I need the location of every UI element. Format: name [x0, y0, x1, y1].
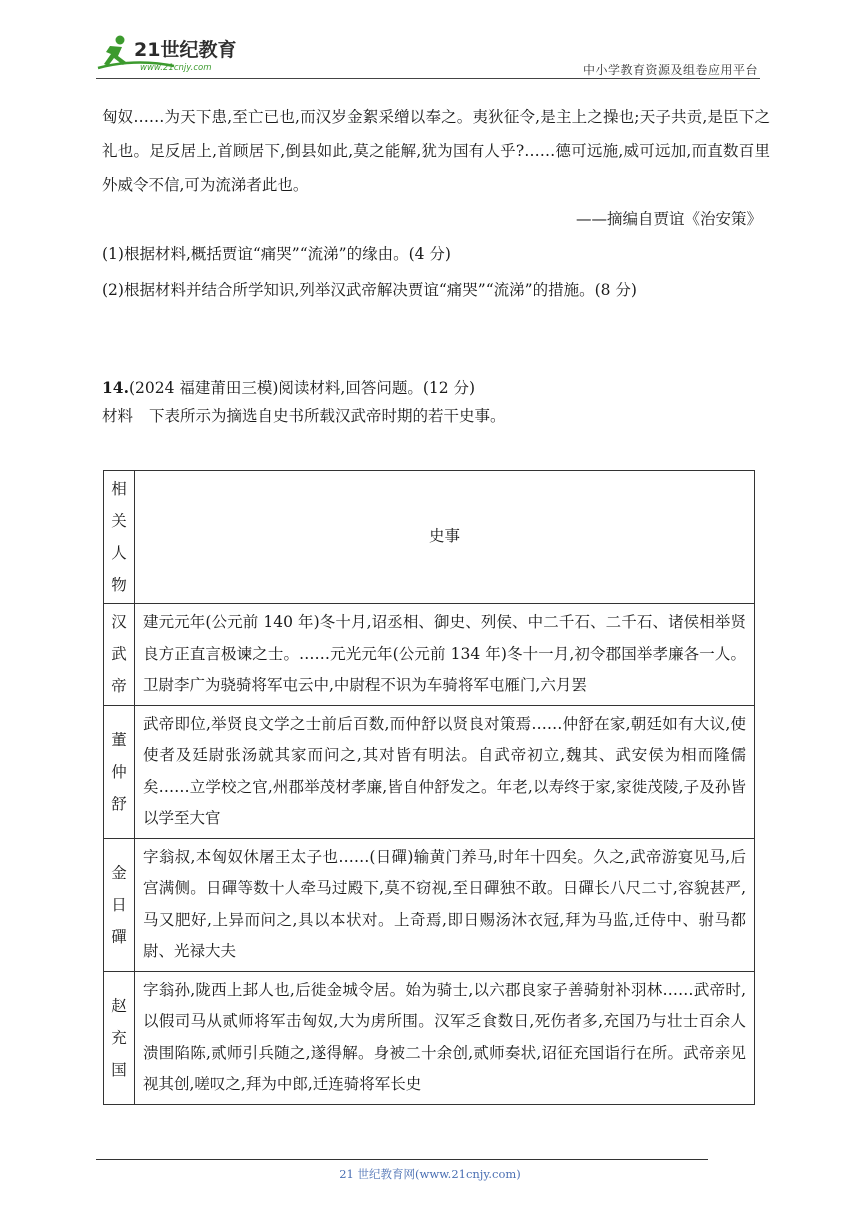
events-cell: 建元元年(公元前 140 年)冬十月,诏丞相、御史、列侯、中二千石、二千石、诸侯相举贤良方正直言极谏之士。……元光元年(公元前 134 年)冬十一月,初令郡国举孝廉各一人。卫尉李广为骁骑将军屯云中,中尉程不识为车骑将军屯雁门,六月罢 — [135, 604, 755, 706]
runner-logo-icon — [96, 32, 266, 74]
person-char: 汉 — [111, 613, 127, 632]
person-char: 日 — [111, 895, 127, 914]
person-char: 舒 — [111, 794, 127, 813]
person-char: 仲 — [111, 762, 127, 781]
footer-divider — [96, 1159, 708, 1160]
header-char: 相 — [111, 480, 127, 498]
person-char: 磾 — [111, 927, 127, 946]
question-14-title — [102, 374, 770, 402]
header-char: 人 — [111, 544, 127, 562]
footer-link[interactable]: 21 世纪教育网(www.21cnjy.com) — [339, 1167, 521, 1181]
question-13-2: (2)根据材料并结合所学知识,列举汉武帝解决贾谊“痛哭”“流涕”的措施。(8 分) — [102, 281, 637, 299]
person-char: 国 — [111, 1060, 127, 1079]
question-number: 14. — [102, 378, 129, 397]
platform-name: 中小学教育资源及组卷应用平台 — [582, 63, 758, 77]
passage-source: ——摘编自贾谊《治安策》 — [575, 210, 762, 228]
table-row — [104, 838, 755, 971]
material-label: 材料 — [102, 407, 134, 425]
person-cell — [104, 604, 135, 706]
question-title: (2024 福建莆田三模)阅读材料,回答问题。(12 分) — [128, 379, 476, 397]
history-table — [103, 470, 755, 1105]
question-14-block — [102, 374, 770, 430]
person-char: 武 — [111, 645, 127, 664]
question-13-1: (1)根据材料,概括贾谊“痛哭”“流涕”的缘由。(4 分) — [102, 245, 451, 263]
events-cell: 武帝即位,举贤良文学之士前后百数,而仲舒以贤良对策焉……仲舒在家,朝廷如有大议,使使者及廷尉张汤就其家而问之,其对皆有明法。自武帝初立,魏其、武安侯为相而隆儒矣……立学校之官,州郡举茂材孝廉,皆自仲舒发之。年老,以寿终于家,家徙茂陵,子及孙皆以学至大官 — [135, 705, 755, 838]
header-divider — [96, 78, 760, 79]
header-person-cell — [104, 471, 135, 604]
events-cell: 字翁孙,陇西上邽人也,后徙金城令居。始为骑士,以六郡良家子善骑射补羽林……武帝时,以假司马从贰师将军击匈奴,大为虏所围。汉军乏食数日,死伤者多,充国乃与壮士百余人溃围陷陈,贰师引兵随之,遂得解。身被二十余创,贰师奏状,诏征充国诣行在所。武帝亲见视其创,嗟叹之,拜为中郎,迁连骑将军长史 — [135, 971, 755, 1104]
person-char: 帝 — [111, 677, 127, 696]
person-char: 赵 — [111, 996, 127, 1015]
table-row — [104, 971, 755, 1104]
logo-text: 21世纪教育 — [134, 39, 237, 61]
header-char: 物 — [111, 576, 127, 594]
site-logo[interactable] — [96, 32, 266, 74]
passage-text: 匈奴……为天下患,至亡已也,而汉岁金絮采缯以奉之。夷狄征令,是主上之操也;天子共贡,是臣下之礼也。足反居上,首顾居下,倒县如此,莫之能解,犹为国有人乎?……德可远施,威可远加,而直数百里外威令不信,可为流涕者此也。 — [102, 108, 770, 194]
person-cell — [104, 971, 135, 1104]
material-text: 下表所示为摘选自史书所载汉武帝时期的若干史事。 — [149, 407, 506, 425]
person-cell — [104, 705, 135, 838]
person-char: 董 — [111, 730, 127, 749]
person-cell — [104, 838, 135, 971]
material-intro — [102, 402, 770, 430]
table-row — [104, 604, 755, 706]
table-header-row — [104, 471, 755, 604]
table-row — [104, 705, 755, 838]
logo-url-text: www.21cnjy.com — [140, 63, 212, 73]
events-cell: 字翁叔,本匈奴休屠王太子也……(日磾)输黄门养马,时年十四矣。久之,武帝游宴见马,后宫满侧。日磾等数十人牵马过殿下,莫不窃视,至日磾独不敢。日磾长八尺二寸,容貌甚严,马又肥好,上异而问之,具以本状对。上奇焉,即日赐汤沐衣冠,拜为马监,迁侍中、驸马都尉、光禄大夫 — [135, 838, 755, 971]
person-char: 充 — [111, 1028, 127, 1047]
page-header — [96, 28, 760, 80]
header-char: 关 — [111, 512, 127, 530]
question-13-block — [102, 100, 770, 308]
person-char: 金 — [111, 863, 127, 882]
header-events-cell: 史事 — [135, 471, 755, 604]
